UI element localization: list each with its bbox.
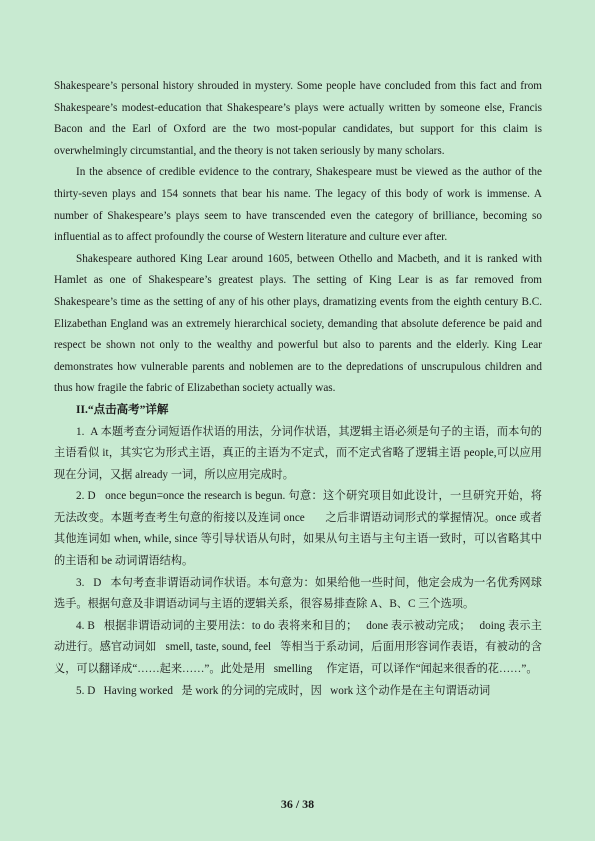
answer-1: 1. A 本题考查分词短语作状语的用法，分词作状语，其逻辑主语必须是句子的主语，而本句的主语看似 it，其实它为形式主语，真正的主语为不定式，而不定式省略了逻辑主语 people,可以应用现在分词，又据 already 一词，所以应用完成时。 (54, 425, 542, 481)
document-body (54, 76, 542, 702)
paragraph-2: In the absence of credible evidence to the contrary, Shakespeare must be viewed as the author of the thirty-seven plays and 154 sonnets that bear his name. The legacy of this body of work is immense. A number of Shakespeare’s plays seem to have transcended even the category of brilliance, becoming so influential as to affect profoundly the course of Western literature and culture ever after. (54, 166, 542, 244)
paragraph-1: Shakespeare’s personal history shrouded in mystery. Some people have concluded from this fact and from Shakespeare’s modest-education that Shakespeare’s plays were actually written by someone else, Francis Bacon and the Earl of Oxford are the two most-popular candidates, but support for this claim is overwhelmingly circumstantial, and the theory is not taken seriously by many scholars. (54, 80, 542, 157)
paragraph-3: Shakespeare authored King Lear around 1605, between Othello and Macbeth, and it is ranked with Hamlet as one of Shakespeare’s greatest plays. The setting of King Lear is as far removed from Shakespeare’s time as the setting of any of his other plays, dramatizing events from the eighth century B.C. Elizabethan England was an extremely hierarchical society, demanding that absolute deference be paid and respect be shown not only to the wealthy and powerful but also to parents and the elderly. King Lear demonstrates how vulnerable parents and noblemen are to the depredations of unscrupulous children and thus how fragile the fabric of Elizabethan society actually was. (54, 252, 542, 395)
section-heading: II.“点击高考”详解 (76, 403, 169, 416)
answer-3: 3. D 本句考查非谓语动词作状语。本句意为：如果给他一些时间，他定会成为一名优秀网球选手。根据句意及非谓语动词与主语的逻辑关系，很容易排查除 A、B、C 三个选项。 (54, 576, 542, 611)
answer-2: 2. D once begun=once the research is begun. 句意：这个研究项目如此设计，一旦研究开始，将无法改变。本题考查考生句意的衔接以及连词 once 之后非谓语动词形式的掌握情况。once 或者其他连词如 when, while, since 等引导状语从句时，如果从句主语与主句主语一致时，可以省略其中的主语和 be 动词谓语结构。 (54, 490, 542, 568)
answer-5: 5. D Having worked 是 work 的分词的完成时，因 work 这个动作是在主句谓语动词 (76, 684, 491, 697)
answer-4: 4. B 根据非谓语动词的主要用法：to do 表将来和目的； done 表示被动完成； doing 表示主动进行。感官动词如 smell, taste, sound, feel 等相当于系动词，后面用形容词作表语，有被动的含义，可以翻译成“……起来……”。此处是用 smelling 作定语，可以译作“闻起来很香的花……”。 (54, 619, 542, 676)
page-number: 36 / 38 (280, 797, 315, 811)
